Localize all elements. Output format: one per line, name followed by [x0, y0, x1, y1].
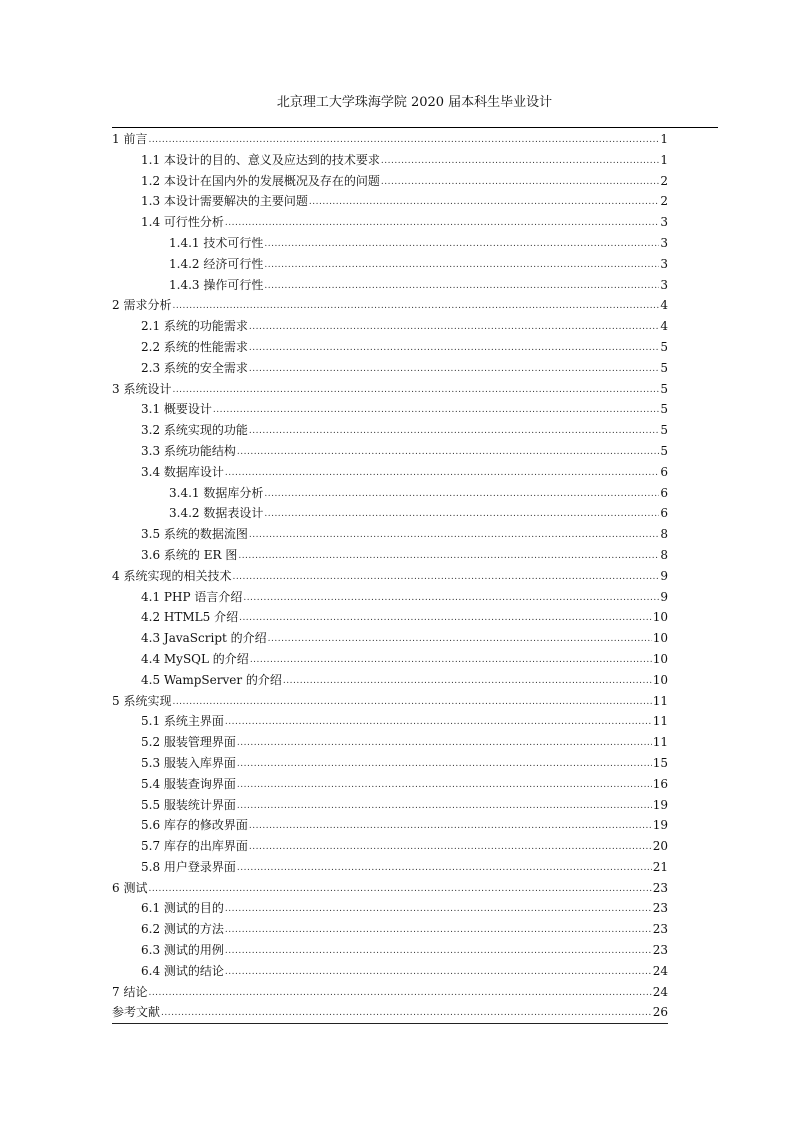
toc-entry-label: 4.2 HTML5 介绍 — [141, 610, 239, 625]
toc-entry-page: 1 — [660, 152, 668, 167]
toc-entry-page: 10 — [652, 651, 668, 666]
toc-leader-dots — [237, 754, 652, 775]
toc-entry-label: 4.4 MySQL 的介绍 — [141, 651, 249, 666]
toc-entry[interactable] — [112, 358, 668, 379]
toc-entry-page: 19 — [652, 797, 668, 812]
toc-entry-label: 5 系统实现 — [112, 693, 172, 708]
toc-entry-label: 6.1 测试的目的 — [141, 901, 224, 916]
toc-leader-dots — [148, 983, 651, 1004]
toc-entry[interactable] — [112, 275, 668, 296]
toc-entry-label: 3 系统设计 — [112, 381, 172, 396]
toc-entry-label: 3.4 数据库设计 — [141, 464, 224, 479]
toc-entry[interactable] — [112, 254, 668, 275]
toc-entry-label: 1 前言 — [112, 132, 148, 146]
toc-leader-dots — [172, 296, 659, 317]
toc-entry-label: 2.2 系统的性能需求 — [141, 339, 248, 354]
toc-entry[interactable] — [112, 1002, 668, 1024]
toc-leader-dots — [148, 130, 659, 151]
toc-entry-page: 10 — [652, 672, 668, 687]
toc-entry-label: 4 系统实现的相关技术 — [112, 568, 232, 583]
toc-leader-dots — [225, 962, 652, 983]
toc-entry-page: 23 — [652, 880, 668, 895]
toc-entry-label: 3.4.1 数据库分析 — [169, 485, 264, 500]
toc-entry-page: 4 — [660, 298, 668, 313]
toc-entry-label: 7 结论 — [112, 984, 148, 999]
toc-leader-dots — [249, 359, 659, 380]
toc-entry-label: 1.3 本设计需要解决的主要问题 — [141, 194, 308, 209]
toc-entry[interactable] — [112, 524, 668, 545]
toc-leader-dots — [249, 317, 659, 338]
toc-entry-page: 24 — [652, 984, 668, 999]
toc-entry-page: 24 — [652, 963, 668, 978]
toc-entry-label: 3.5 系统的数据流图 — [141, 527, 248, 542]
toc-entry[interactable] — [112, 316, 668, 337]
toc-entry-page: 8 — [660, 547, 668, 562]
toc-leader-dots — [225, 920, 652, 941]
toc-entry-label: 2 需求分析 — [112, 298, 172, 313]
toc-leader-dots — [249, 421, 659, 442]
toc-leader-dots — [225, 941, 652, 962]
toc-entry-page: 21 — [652, 859, 668, 874]
toc-entry[interactable] — [112, 774, 668, 795]
toc-entry-label: 3.1 概要设计 — [141, 402, 212, 417]
toc-entry[interactable] — [112, 919, 668, 940]
toc-entry-label: 1.2 本设计在国内外的发展概况及存在的问题 — [141, 173, 380, 188]
toc-entry-page: 23 — [652, 943, 668, 958]
toc-entry-page: 5 — [660, 339, 668, 354]
toc-entry-page: 23 — [652, 922, 668, 937]
toc-entry-label: 1.4.3 操作可行性 — [169, 277, 264, 292]
toc-entry[interactable] — [112, 587, 668, 608]
toc-entry-label: 5.1 系统主界面 — [141, 714, 224, 729]
toc-leader-dots — [232, 567, 659, 588]
toc-entry[interactable] — [112, 483, 668, 504]
toc-entry[interactable] — [112, 399, 668, 420]
toc-entry-label: 4.5 WampServer 的介绍 — [141, 672, 282, 687]
toc-entry-page: 5 — [660, 402, 668, 417]
toc-entry[interactable] — [112, 795, 668, 816]
toc-entry[interactable] — [112, 691, 668, 712]
toc-entry[interactable] — [112, 836, 668, 857]
toc-entry-label: 6.3 测试的用例 — [141, 943, 224, 958]
toc-leader-dots — [249, 525, 659, 546]
toc-entry[interactable] — [112, 150, 668, 171]
toc-entry-label: 1.1 本设计的目的、意义及应达到的技术要求 — [141, 152, 380, 167]
toc-leader-dots — [264, 234, 659, 255]
toc-entry-label: 6.4 测试的结论 — [141, 963, 224, 978]
toc-entry[interactable] — [112, 670, 668, 691]
running-header: 北京理工大学珠海学院 2020 届本科生毕业设计 — [276, 95, 553, 110]
toc-leader-dots — [237, 858, 652, 879]
toc-entry[interactable] — [112, 441, 668, 462]
toc-entry[interactable] — [112, 982, 668, 1003]
toc-leader-dots — [238, 546, 659, 567]
table-of-contents — [112, 129, 668, 1024]
toc-leader-dots — [264, 255, 659, 276]
toc-leader-dots — [381, 151, 659, 172]
toc-entry-label: 4.1 PHP 语言介绍 — [141, 589, 243, 604]
toc-leader-dots — [283, 671, 652, 692]
toc-entry[interactable] — [112, 295, 668, 316]
toc-entry-page: 5 — [660, 381, 668, 396]
toc-entry-page: 11 — [652, 714, 668, 729]
toc-leader-dots — [148, 879, 651, 900]
toc-entry-page: 15 — [652, 755, 668, 770]
toc-entry-page: 6 — [660, 506, 668, 521]
toc-entry[interactable] — [112, 898, 668, 919]
toc-entry-page: 9 — [660, 589, 668, 604]
toc-entry[interactable] — [112, 649, 668, 670]
toc-entry-page: 2 — [660, 173, 668, 188]
toc-leader-dots — [268, 629, 652, 650]
toc-entry-label: 参考文献 — [112, 1005, 161, 1020]
toc-leader-dots — [239, 608, 652, 629]
toc-entry-label: 5.3 服装入库界面 — [141, 755, 236, 770]
toc-entry-page: 16 — [652, 776, 668, 791]
toc-entry-label: 4.3 JavaScript 的介绍 — [141, 631, 267, 646]
toc-entry[interactable] — [112, 337, 668, 358]
toc-entry-label: 6.2 测试的方法 — [141, 922, 224, 937]
toc-entry-label: 6 测试 — [112, 880, 148, 895]
toc-entry[interactable] — [112, 420, 668, 441]
toc-entry-page: 11 — [652, 693, 668, 708]
toc-entry-page: 20 — [652, 839, 668, 854]
toc-entry[interactable] — [112, 607, 668, 628]
toc-leader-dots — [225, 213, 659, 234]
toc-entry-page: 3 — [660, 256, 668, 271]
toc-entry-page: 11 — [652, 735, 668, 750]
toc-entry[interactable] — [112, 212, 668, 233]
toc-entry-label: 1.4.1 技术可行性 — [169, 235, 264, 250]
toc-entry-page: 1 — [660, 132, 668, 146]
toc-entry-label: 5.2 服装管理界面 — [141, 735, 236, 750]
toc-leader-dots — [309, 192, 659, 213]
toc-entry-page: 2 — [660, 194, 668, 209]
toc-leader-dots — [264, 504, 659, 525]
toc-entry-page: 6 — [660, 464, 668, 479]
toc-entry-label: 1.4 可行性分析 — [141, 215, 224, 230]
toc-entry-page: 26 — [652, 1005, 668, 1020]
toc-leader-dots — [243, 588, 659, 609]
toc-leader-dots — [225, 712, 652, 733]
toc-entry-label: 3.3 系统功能结构 — [141, 443, 236, 458]
header-rule — [112, 127, 718, 128]
toc-leader-dots — [249, 816, 652, 837]
toc-entry[interactable] — [112, 732, 668, 753]
toc-entry[interactable] — [112, 379, 668, 400]
toc-entry-label: 5.6 库存的修改界面 — [141, 818, 248, 833]
toc-entry-label: 1.4.2 经济可行性 — [169, 256, 264, 271]
toc-entry[interactable] — [112, 545, 668, 566]
toc-entry[interactable] — [112, 628, 668, 649]
toc-entry[interactable] — [112, 815, 668, 836]
toc-entry[interactable] — [112, 940, 668, 961]
toc-entry-label: 2.3 系统的安全需求 — [141, 360, 248, 375]
toc-entry-page: 5 — [660, 360, 668, 375]
toc-entry[interactable] — [112, 878, 668, 899]
toc-leader-dots — [249, 837, 652, 858]
toc-entry-page: 6 — [660, 485, 668, 500]
toc-entry-page: 5 — [660, 443, 668, 458]
toc-entry-label: 5.8 用户登录界面 — [141, 859, 236, 874]
toc-entry[interactable] — [112, 171, 668, 192]
toc-leader-dots — [172, 380, 659, 401]
toc-leader-dots — [225, 463, 659, 484]
toc-entry-page: 4 — [660, 319, 668, 334]
toc-entry-label: 2.1 系统的功能需求 — [141, 319, 248, 334]
toc-leader-dots — [249, 338, 659, 359]
toc-entry-page: 3 — [660, 277, 668, 292]
toc-leader-dots — [237, 796, 652, 817]
toc-leader-dots — [172, 692, 651, 713]
toc-entry[interactable] — [112, 462, 668, 483]
toc-entry-label: 5.7 库存的出库界面 — [141, 839, 248, 854]
toc-leader-dots — [237, 775, 652, 796]
toc-leader-dots — [264, 276, 659, 297]
toc-leader-dots — [381, 172, 659, 193]
toc-entry-page: 23 — [652, 901, 668, 916]
toc-leader-dots — [225, 899, 652, 920]
toc-entry-page: 9 — [660, 568, 668, 583]
toc-entry[interactable] — [112, 711, 668, 732]
toc-entry-page: 5 — [660, 423, 668, 438]
toc-entry[interactable] — [112, 503, 668, 524]
toc-entry-label: 3.6 系统的 ER 图 — [141, 547, 238, 562]
toc-entry-page: 3 — [660, 215, 668, 230]
toc-entry-page: 3 — [660, 235, 668, 250]
toc-entry-label: 3.2 系统实现的功能 — [141, 423, 248, 438]
toc-entry-page: 10 — [652, 610, 668, 625]
toc-entry-page: 19 — [652, 818, 668, 833]
toc-leader-dots — [237, 733, 652, 754]
toc-entry[interactable] — [112, 233, 668, 254]
toc-entry[interactable] — [112, 753, 668, 774]
toc-entry[interactable] — [112, 129, 668, 150]
toc-leader-dots — [250, 650, 652, 671]
toc-entry[interactable] — [112, 857, 668, 878]
toc-entry[interactable] — [112, 961, 668, 982]
toc-leader-dots — [264, 484, 659, 505]
toc-entry-page: 8 — [660, 527, 668, 542]
toc-entry-label: 3.4.2 数据表设计 — [169, 506, 264, 521]
toc-leader-dots — [213, 400, 659, 421]
toc-entry-page: 10 — [652, 631, 668, 646]
toc-leader-dots — [237, 442, 659, 463]
toc-entry[interactable] — [112, 191, 668, 212]
toc-entry[interactable] — [112, 566, 668, 587]
toc-leader-dots — [161, 1003, 652, 1024]
toc-entry-label: 5.4 服装查询界面 — [141, 776, 236, 791]
toc-entry-label: 5.5 服装统计界面 — [141, 797, 236, 812]
